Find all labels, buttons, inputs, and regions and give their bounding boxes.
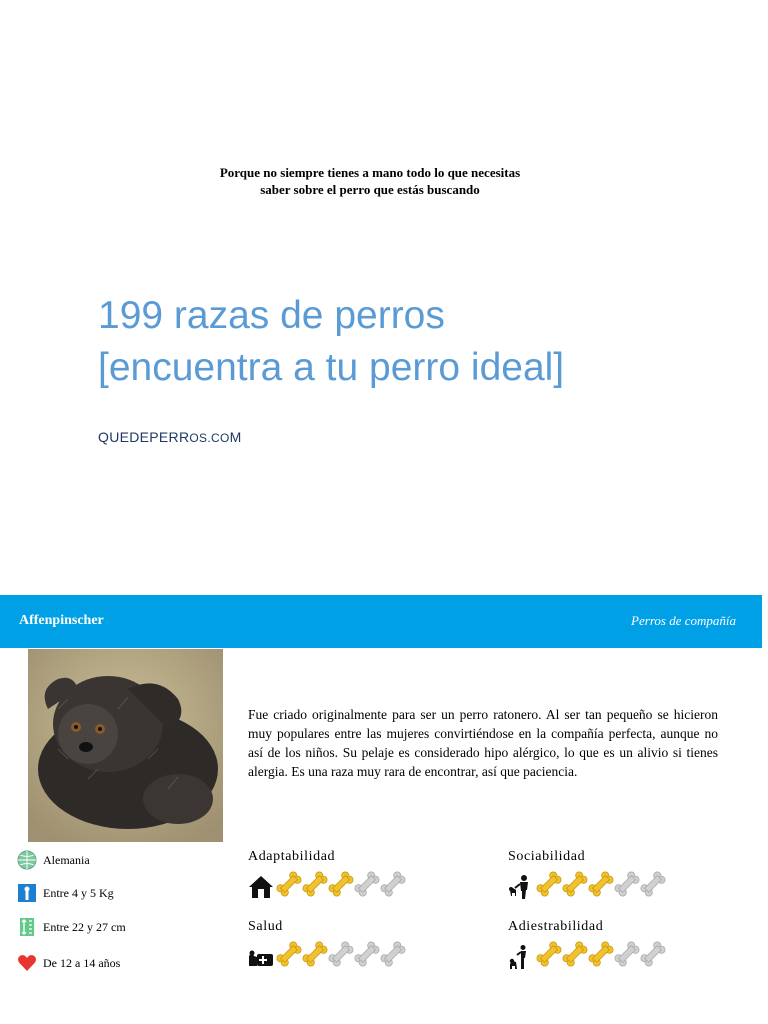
bone-empty-icon	[354, 941, 380, 967]
bone-empty-icon	[380, 871, 406, 897]
height-icon	[17, 917, 37, 937]
heart-icon	[17, 953, 37, 973]
title-line-2: [encuentra a tu perro ideal]	[98, 346, 565, 389]
person-dog-icon	[508, 874, 534, 900]
rating-label: Adiestrabilidad	[508, 919, 604, 934]
breed-name: Affenpinscher	[19, 613, 104, 628]
trainer-icon	[508, 944, 534, 970]
rating-row	[248, 941, 406, 972]
bone-filled-icon	[588, 941, 614, 967]
globe-icon	[17, 850, 37, 870]
breed-description: Fue criado originalmente para ser un perro ratonero. Al ser tan pequeño se hicieron muy populares entre las mujeres convirtiéndose en la compañía perfecta, aunque no así de los niños. Su pelaje es considerado hipo alérgico, lo que es un alivio si tienes alergia. Es una raza muy rara de encontrar, así que paciencia.	[248, 707, 718, 779]
rating-row	[508, 871, 666, 902]
rating-trainability	[508, 919, 666, 972]
cover-title	[98, 290, 738, 394]
tagline-line-2: saber sobre el perro que estás buscando	[260, 182, 480, 197]
bone-empty-icon	[354, 871, 380, 897]
vet-icon	[248, 944, 274, 970]
house-icon	[248, 874, 274, 900]
fact-lifespan-text: De 12 a 14 años	[43, 955, 121, 970]
bone-filled-icon	[276, 941, 302, 967]
rating-bones	[276, 871, 406, 902]
bone-filled-icon	[276, 871, 302, 897]
rating-bones	[536, 871, 666, 902]
bone-empty-icon	[640, 871, 666, 897]
site-name-part-2: OS	[189, 431, 208, 445]
bone-empty-icon	[640, 941, 666, 967]
rating-label: Salud	[248, 919, 283, 934]
dog-photo-illustration	[28, 649, 223, 842]
rating-sociability	[508, 849, 666, 902]
fact-lifespan	[17, 951, 120, 975]
fact-origin	[17, 848, 90, 872]
bone-empty-icon	[614, 941, 640, 967]
weight-icon	[17, 883, 37, 903]
fact-height	[17, 915, 126, 939]
breed-banner	[0, 595, 762, 648]
rating-label: Sociabilidad	[508, 849, 586, 864]
bone-filled-icon	[588, 871, 614, 897]
breed-category: Perros de compañía	[631, 613, 736, 628]
bone-filled-icon	[302, 941, 328, 967]
bone-filled-icon	[562, 941, 588, 967]
bone-empty-icon	[380, 941, 406, 967]
bone-filled-icon	[328, 871, 354, 897]
site-name-part-3: .CO	[207, 431, 230, 445]
rating-row	[248, 871, 406, 902]
fact-weight	[17, 881, 114, 905]
bone-filled-icon	[302, 871, 328, 897]
fact-weight-text: Entre 4 y 5 Kg	[43, 885, 114, 900]
cover-tagline	[0, 164, 740, 198]
bone-empty-icon	[614, 871, 640, 897]
rating-health	[248, 919, 406, 972]
fact-origin-text: Alemania	[43, 852, 90, 867]
rating-adaptability	[248, 849, 406, 902]
rating-row	[508, 941, 666, 972]
rating-bones	[536, 941, 666, 972]
bone-filled-icon	[536, 871, 562, 897]
rating-label: Adaptabilidad	[248, 849, 336, 864]
fact-height-text: Entre 22 y 27 cm	[43, 919, 126, 934]
breed-photo	[28, 649, 223, 842]
bone-filled-icon	[536, 941, 562, 967]
bone-filled-icon	[562, 871, 588, 897]
rating-bones	[276, 941, 406, 972]
tagline-line-1: Porque no siempre tienes a mano todo lo que necesitas	[219, 165, 521, 180]
site-name	[98, 429, 242, 445]
site-name-part-1: QUEDEPERR	[98, 429, 190, 445]
site-name-part-4: M	[229, 429, 242, 445]
title-line-1: 199 razas de perros	[98, 294, 445, 337]
bone-empty-icon	[328, 941, 354, 967]
